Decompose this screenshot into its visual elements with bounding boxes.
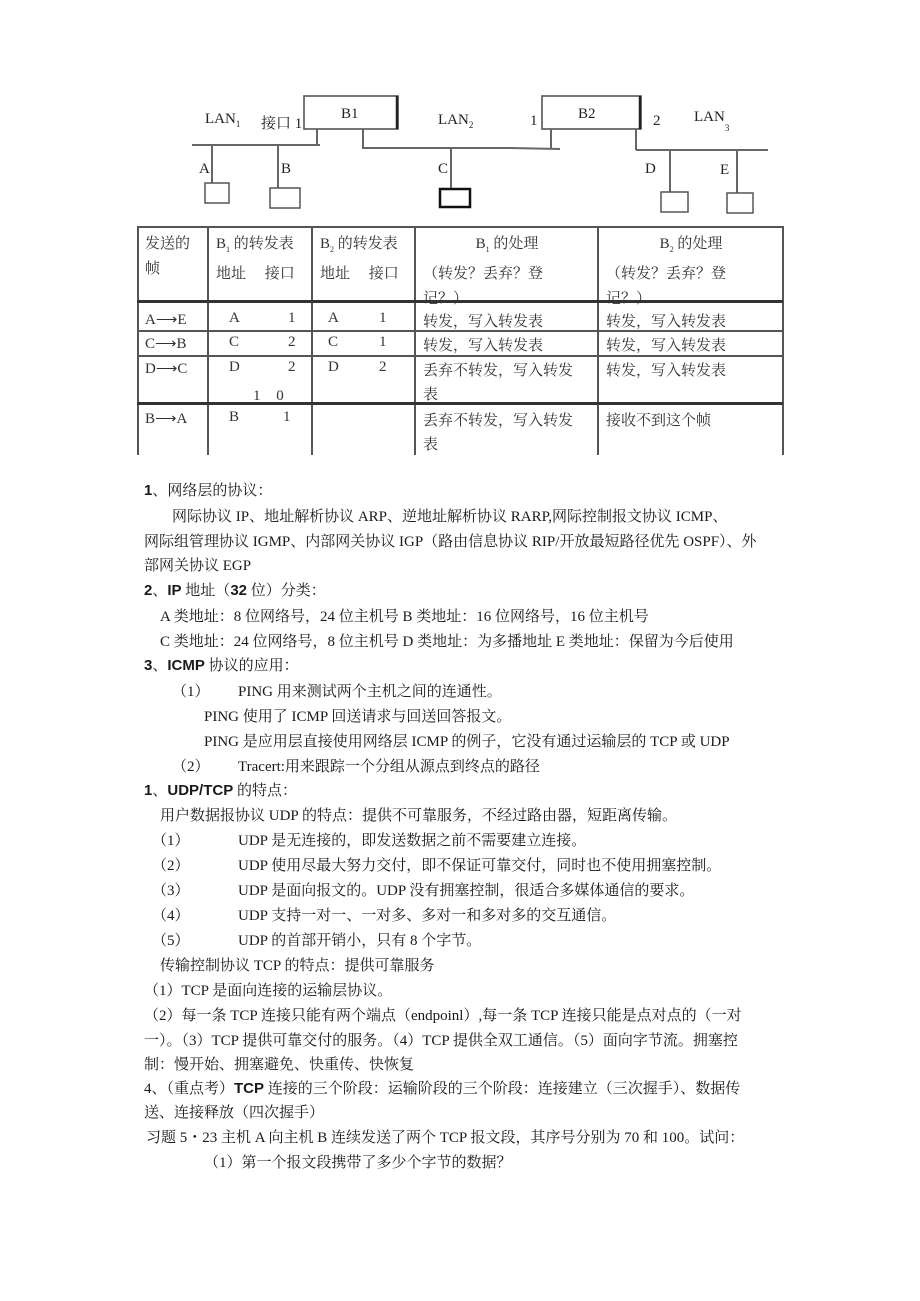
b2-port1-label: 1	[530, 113, 538, 129]
row2-b2-addr: C	[328, 334, 339, 350]
row1-b1-proc: 转发，写入转发表	[423, 314, 544, 330]
section-tcp-phases: 4、（重点考）TCP 连接的三个阶段：运输阶段的三个阶段：连接建立（三次握手）、数据传	[144, 1080, 741, 1097]
list-item: （2） UDP 使用尽最大努力交付，即不保证可靠交付，同时也不使用拥塞控制。	[152, 858, 722, 874]
row1-b1-port: 1	[288, 310, 296, 326]
list-item: （2） Tracert:用来跟踪一个分组从源点到终点的路径	[172, 759, 540, 775]
row2-b1-port: 2	[288, 334, 296, 350]
header-b1-table: $B_1$ 的转发表 地址 接口	[216, 236, 295, 282]
exercise-subquestion: （1）第一个报文段携带了多少个字节的数据？	[204, 1155, 512, 1171]
row3-b1-proc: 丢弃不转发，写入转发	[423, 363, 574, 379]
paragraph: A 类地址：8 位网络号，24 位主机号 B 类地址：16 位网络号，16 位主机号	[160, 609, 649, 625]
row2-b1-proc: 转发，写入转发表	[423, 338, 544, 354]
row4-b2-proc: 接收不到这个帧	[606, 413, 712, 429]
lan3-label: $LAN_3$	[694, 109, 730, 133]
port-label: 接口 1	[261, 116, 303, 132]
section-udp-tcp-heading: 1、UDP/TCP 的特点：	[144, 782, 297, 799]
paragraph: 网际组管理协议 IGMP、内部网关协议 IGP（路由信息协议 RIP/开放最短路径优先 OSPF）、外	[144, 534, 757, 550]
row4-frame: B⟶A	[145, 411, 188, 427]
bridge-b1-label: B1	[341, 106, 359, 122]
row3-frame: D⟶C	[145, 361, 188, 377]
document-body	[144, 0, 844, 1301]
paragraph: 部网关协议 EGP	[144, 558, 252, 574]
row3-b2-addr: D	[328, 359, 339, 375]
exercise-question: 习题 5・23 主机 A 向主机 B 连续发送了两个 TCP 报文段，其序号分别为 70 和 100。试问：	[146, 1130, 745, 1146]
row3-b2-port: 2	[379, 359, 387, 375]
host-d-label: D	[645, 161, 656, 177]
list-item: （4） UDP 支持一对一、一对多、多对一和多对多的交互通信。	[152, 908, 617, 924]
paragraph: 网际协议 IP、地址解析协议 ARP、逆地址解析协议 RARP,网际控制报文协议 ICMP、	[172, 509, 728, 525]
page-mark: 1 0	[253, 388, 290, 404]
lan1-label: $LAN_1$	[205, 111, 241, 129]
row1-frame: A⟶E	[145, 312, 187, 328]
lan2-label: $LAN_2$	[438, 112, 474, 130]
list-item: （5） UDP 的首部开销小，只有 8 个字节。	[152, 933, 482, 949]
row3-b1-port: 2	[288, 359, 296, 375]
row2-b1-addr: C	[229, 334, 240, 350]
host-c-label: C	[438, 161, 449, 177]
header-frame: 发送的 帧	[145, 236, 191, 277]
header-b1-processing: $B_1$ 的处理 （转发？丢弃？登 记？）	[423, 236, 544, 307]
paragraph: （1）TCP 是面向连接的运输层协议。	[144, 983, 393, 999]
row1-b2-proc: 转发，写入转发表	[606, 314, 727, 330]
host-e-label: E	[720, 162, 730, 178]
paragraph: PING 是应用层直接使用网络层 ICMP 的例子，它没有通过运输层的 TCP 或 UDP	[204, 734, 730, 750]
host-a-label: A	[199, 161, 210, 177]
paragraph: PING 使用了 ICMP 回送请求与回送回答报文。	[204, 709, 512, 725]
host-b-label: B	[281, 161, 292, 177]
paragraph: C 类地址：24 位网络号，8 位主机号 D 类地址：为多播地址 E 类地址：保留为今后使用	[160, 634, 734, 650]
row3-b1-addr: D	[229, 359, 240, 375]
header-b2-table: $B_2$ 的转发表 地址 接口	[320, 236, 399, 282]
header-b2-processing: $B_2$ 的处理 （转发？丢弃？登 记？）	[606, 236, 727, 307]
row4-b1-proc-cont: 表	[423, 437, 439, 453]
row2-frame: C⟶B	[145, 336, 187, 352]
row3-b2-proc: 转发，写入转发表	[606, 363, 727, 379]
row1-b1-addr: A	[229, 310, 240, 326]
row4-b1-port: 1	[283, 409, 291, 425]
row1-b2-port: 1	[379, 310, 387, 326]
section-icmp-heading: 3、ICMP 协议的应用：	[144, 657, 299, 674]
row2-b2-proc: 转发，写入转发表	[606, 338, 727, 354]
paragraph: 一）。（3）TCP 提供可靠交付的服务。（4）TCP 提供全双工通信。（5）面向字节流。拥塞控	[144, 1033, 738, 1049]
bridge-b2-label: B2	[578, 106, 596, 122]
row4-b1-proc: 丢弃不转发，写入转发	[423, 413, 574, 429]
paragraph: 传输控制协议 TCP 的特点：提供可靠服务	[160, 958, 435, 974]
paragraph: 用户数据报协议 UDP 的特点：提供不可靠服务，不经过路由器，短距离传输。	[160, 808, 677, 824]
paragraph: 制：慢开始、拥塞避免、快重传、快恢复	[144, 1057, 415, 1073]
row1-b2-addr: A	[328, 310, 339, 326]
row4-b1-addr: B	[229, 409, 240, 425]
b2-port2-label: 2	[653, 113, 661, 129]
row2-b2-port: 1	[379, 334, 387, 350]
paragraph: 送、连接释放（四次握手）	[144, 1105, 325, 1121]
list-item: （1） UDP 是无连接的，即发送数据之前不需要建立连接。	[152, 833, 587, 849]
row3-b1-proc-cont: 表	[423, 387, 439, 403]
section-network-layer-heading: 1、网络层的协议：	[144, 482, 273, 499]
list-item: （1） PING 用来测试两个主机之间的连通性。	[172, 684, 502, 700]
section-ip-address-heading: 2、IP 地址（32 位）分类：	[144, 582, 326, 599]
paragraph: （2）每一条 TCP 连接只能有两个端点（endpoinl）,每一条 TCP 连接只能是点对点的（一对	[144, 1008, 742, 1024]
list-item: （3） UDP 是面向报文的。UDP 没有拥塞控制，很适合多媒体通信的要求。	[152, 883, 695, 899]
